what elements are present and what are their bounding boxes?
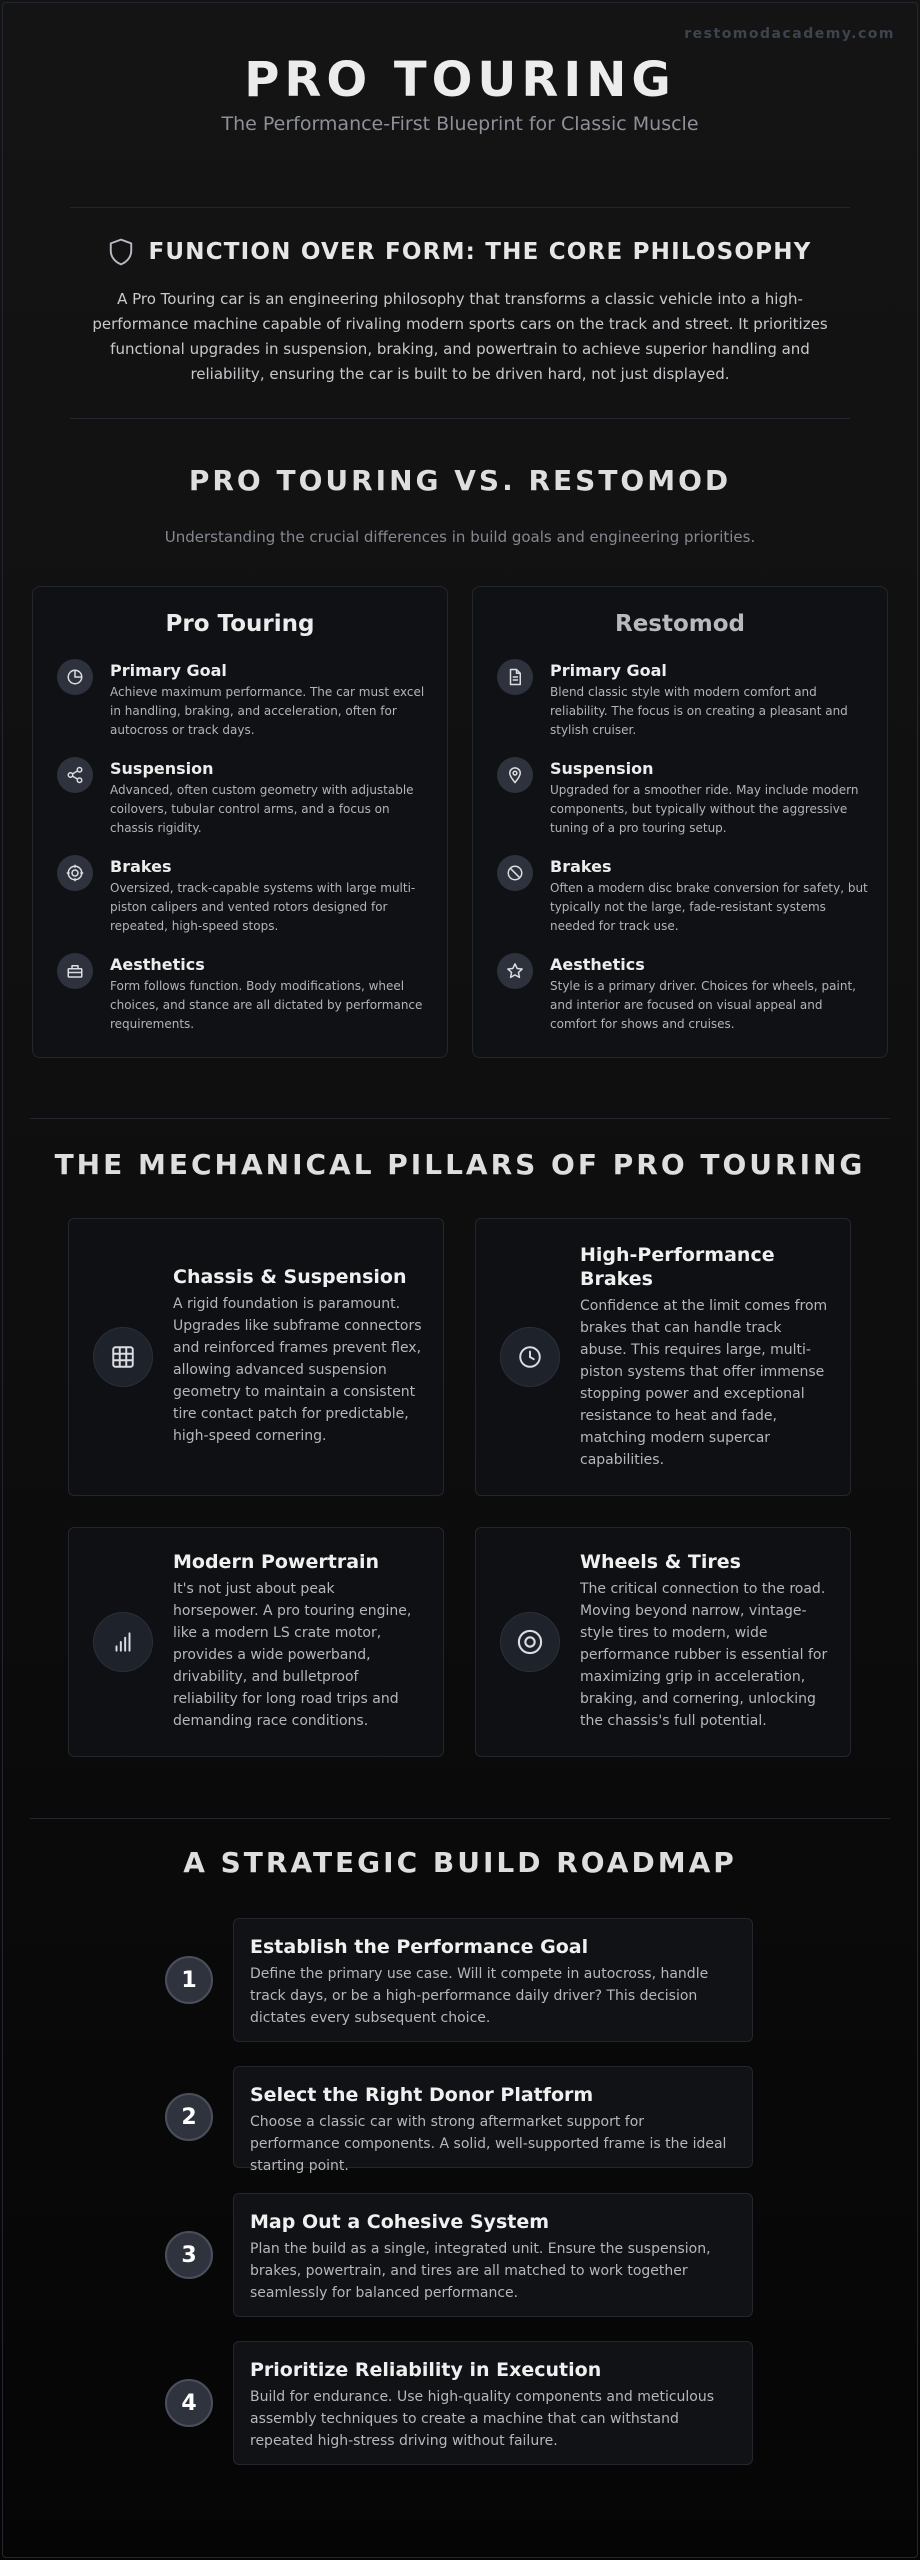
grid-icon xyxy=(93,1327,153,1387)
item-desc: Achieve maximum performance. The car must excel in handling, braking, and acceleration, often for autocross or track days. xyxy=(110,685,425,737)
philosophy-title: FUNCTION OVER FORM: THE CORE PHILOSOPHY xyxy=(148,239,812,265)
clock-icon xyxy=(500,1327,560,1387)
bar-chart-icon xyxy=(93,1612,153,1672)
comparison-item xyxy=(497,659,869,749)
item-title: Aesthetics xyxy=(550,955,645,974)
comparison-title: PRO TOURING VS. RESTOMOD xyxy=(188,464,732,497)
item-desc: Upgraded for a smoother ride. May include modern components, but typically without the aggressive tuning of a pro touring setup. xyxy=(550,783,859,835)
item-desc: Advanced, often custom geometry with adjustable coilovers, tubular control arms, and a focus on chassis rigidity. xyxy=(110,783,414,835)
roadmap-step xyxy=(165,2341,755,2465)
pillars-title: THE MECHANICAL PILLARS OF PRO TOURING xyxy=(54,1148,866,1181)
philosophy-body: A Pro Touring car is an engineering philosophy that transforms a classic vehicle into a high-performance machine capable of rivaling modern sports cars on the track and street. It prioritizes functional upgrades in suspension, braking, and powertrain to achieve superior handling and reliability, ensuring the car is built to be driven hard, not just displayed. xyxy=(92,290,828,383)
comparison-item xyxy=(497,953,869,1043)
comparison-item xyxy=(497,855,869,945)
item-desc: Oversized, track-capable systems with large multi-piston calipers and vented rotors designed for repeated, high-speed stops. xyxy=(110,881,416,933)
no-sign-icon xyxy=(497,855,533,891)
item-title: Suspension xyxy=(550,759,654,778)
star-icon xyxy=(497,953,533,989)
item-title: Primary Goal xyxy=(110,661,227,680)
item-title: Suspension xyxy=(110,759,214,778)
divider xyxy=(30,1818,890,1819)
restomod-heading: Restomod xyxy=(614,611,746,637)
pillar-text xyxy=(580,1550,830,1732)
divider xyxy=(70,207,850,208)
comparison-item xyxy=(57,757,429,847)
toolbox-icon xyxy=(57,953,93,989)
pillar-card xyxy=(475,1218,851,1496)
philosophy-heading xyxy=(0,238,920,266)
pro-touring-heading: Pro Touring xyxy=(165,611,315,637)
step-desc: Choose a classic car with strong aftermarket support for performance components. A solid, well-supported frame is the ideal starting point. xyxy=(250,2114,727,2174)
step-number: 3 xyxy=(165,2231,213,2279)
restomod-card xyxy=(472,586,888,1058)
shield-icon xyxy=(108,238,134,266)
step-number: 1 xyxy=(165,1956,213,2004)
comparison-item xyxy=(57,659,429,749)
pillar-title: Wheels & Tires xyxy=(580,1551,741,1573)
share-nodes-icon xyxy=(57,757,93,793)
pillar-desc: The critical connection to the road. Moving beyond narrow, vintage-style tires to modern, wide performance rubber is essential for maximizing grip in acceleration, braking, and cornering, unlocking the chassis's full potential. xyxy=(580,1581,828,1729)
item-title: Primary Goal xyxy=(550,661,667,680)
comparison-item xyxy=(497,757,869,847)
comparison-item xyxy=(57,953,429,1043)
divider xyxy=(70,418,850,419)
roadmap-title: A STRATEGIC BUILD ROADMAP xyxy=(183,1846,737,1879)
comparison-subtitle: Understanding the crucial differences in build goals and engineering priorities. xyxy=(164,528,756,546)
step-title: Select the Right Donor Platform xyxy=(250,2084,594,2106)
pillar-text xyxy=(580,1243,830,1471)
roadmap-step xyxy=(165,2193,755,2317)
circle-dot-icon xyxy=(500,1612,560,1672)
pillar-desc: A rigid foundation is paramount. Upgrades like subframe connectors and reinforced frames prevent flex, allowing advanced suspension geometry to maintain a consistent tire contact patch for predictable, high-speed cornering. xyxy=(173,1296,422,1444)
pillar-card xyxy=(68,1527,444,1757)
pillar-text xyxy=(173,1550,423,1732)
step-title: Prioritize Reliability in Execution xyxy=(250,2359,602,2381)
step-card xyxy=(233,1918,753,2042)
pillar-desc: Confidence at the limit comes from brakes that can handle track abuse. This requires large, multi-piston systems that offer immense stopping power and exceptional resistance to heat and fade, matching modern supercar capabilities. xyxy=(580,1298,828,1468)
item-desc: Form follows function. Body modifications, wheel choices, and stance are all dictated by performance requirements. xyxy=(110,979,423,1031)
pillar-title: Modern Powertrain xyxy=(173,1551,380,1573)
step-number: 2 xyxy=(165,2093,213,2141)
roadmap-step xyxy=(165,2066,755,2174)
target-icon xyxy=(57,855,93,891)
map-pin-icon xyxy=(497,757,533,793)
step-card xyxy=(233,2066,753,2174)
hero-subtitle: The Performance-First Blueprint for Classic Muscle xyxy=(221,113,699,135)
step-desc: Build for endurance. Use high-quality components and meticulous assembly techniques to create a machine that can withstand repeated high-stress driving without failure. xyxy=(250,2389,715,2449)
step-desc: Plan the build as a single, integrated unit. Ensure the suspension, brakes, powertrain, and tires are all matched to work together seamlessly for balanced performance. xyxy=(250,2241,711,2301)
pillar-title: Chassis & Suspension xyxy=(173,1266,407,1288)
step-number: 4 xyxy=(165,2379,213,2427)
item-desc: Often a modern disc brake conversion for safety, but typically not the large, fade-resistant systems needed for track use. xyxy=(550,881,868,933)
divider xyxy=(30,1118,890,1119)
item-title: Brakes xyxy=(550,857,612,876)
document-icon xyxy=(497,659,533,695)
step-desc: Define the primary use case. Will it compete in autocross, handle track days, or be a high-performance daily driver? This decision dictates every subsequent choice. xyxy=(250,1966,709,2026)
item-title: Brakes xyxy=(110,857,172,876)
comparison-item xyxy=(57,855,429,945)
pie-chart-icon xyxy=(57,659,93,695)
step-card xyxy=(233,2341,753,2465)
site-watermark: restomodacademy.com xyxy=(684,26,895,42)
pillar-text xyxy=(173,1265,423,1447)
step-title: Establish the Performance Goal xyxy=(250,1936,589,1958)
roadmap-step xyxy=(165,1918,755,2042)
pillar-card xyxy=(68,1218,444,1496)
item-desc: Style is a primary driver. Choices for wheels, paint, and interior are focused on visual appeal and comfort for shows and cruises. xyxy=(550,979,856,1031)
hero-title: PRO TOURING xyxy=(244,52,676,108)
item-title: Aesthetics xyxy=(110,955,205,974)
item-desc: Blend classic style with modern comfort and reliability. The focus is on creating a pleasant and stylish cruiser. xyxy=(550,685,848,737)
pillar-desc: It's not just about peak horsepower. A pro touring engine, like a modern LS crate motor, provides a wide powerband, drivability, and bulletproof reliability for long road trips and demanding race conditions. xyxy=(173,1581,412,1729)
pro-touring-card xyxy=(32,586,448,1058)
pillar-card xyxy=(475,1527,851,1757)
pillar-title: High-Performance Brakes xyxy=(580,1244,775,1290)
step-title: Map Out a Cohesive System xyxy=(250,2211,550,2233)
step-card xyxy=(233,2193,753,2317)
